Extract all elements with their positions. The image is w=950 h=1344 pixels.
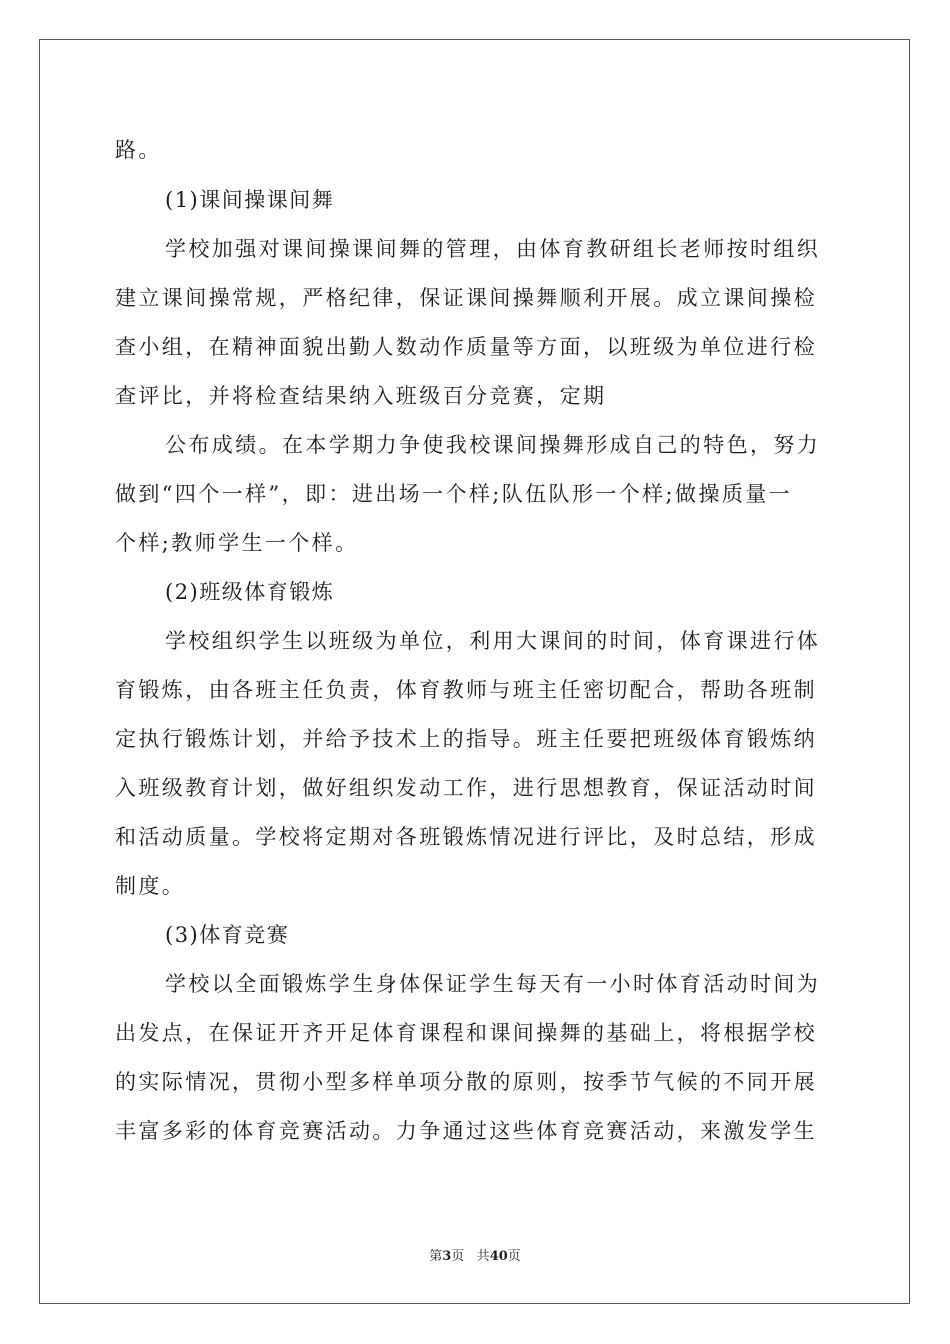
paragraph-line: 查小组，在精神面貌出勤人数动作质量等方面，以班级为单位进行检	[115, 335, 817, 359]
paragraph-line: 出发点，在保证开齐开足体育课程和课间操舞的基础上，将根据学校	[115, 1021, 817, 1045]
paragraph-line: 育锻炼，由各班主任负责，体育教师与班主任密切配合，帮助各班制	[115, 678, 817, 702]
total-suffix: 页	[507, 1249, 521, 1264]
paragraph-line: 丰富多彩的体育竞赛活动。力争通过这些体育竞赛活动，来激发学生	[115, 1119, 817, 1143]
section-heading: (1)课间操课间舞	[165, 188, 335, 212]
page-suffix: 页	[451, 1249, 465, 1264]
section-heading: (2)班级体育锻炼	[165, 580, 335, 604]
page-number: 3	[442, 1249, 452, 1264]
paragraph-line: 公布成绩。在本学期力争使我校课间操舞形成自己的特色，努力	[165, 433, 821, 457]
paragraph-line: 入班级教育计划，做好组织发动工作，进行思想教育，保证活动时间	[115, 776, 817, 800]
paragraph-line: 建立课间操常规，严格纪律，保证课间操舞顺利开展。成立课间操检	[115, 286, 817, 310]
page-footer	[0, 1247, 950, 1267]
paragraph-line: 学校组织学生以班级为单位，利用大课间的时间，体育课进行体	[165, 629, 821, 653]
section-heading: (3)体育竞赛	[165, 923, 290, 947]
paragraph-line: 学校加强对课间操课间舞的管理，由体育教研组长老师按时组织	[165, 237, 821, 261]
paragraph-line: 学校以全面锻炼学生身体保证学生每天有一小时体育活动时间为	[165, 972, 821, 996]
total-prefix: 共	[476, 1249, 490, 1264]
paragraph-line: 路。	[115, 138, 162, 162]
total-pages: 40	[489, 1249, 508, 1264]
paragraph-line: 个样;教师学生一个样。	[115, 531, 359, 555]
paragraph-line: 制度。	[115, 874, 186, 898]
paragraph-line: 和活动质量。学校将定期对各班锻炼情况进行评比，及时总结，形成	[115, 825, 817, 849]
paragraph-line: 做到“四个一样”，即：进出场一个样;队伍队形一个样;做操质量一	[115, 482, 793, 506]
paragraph-line: 定执行锻炼计划，并给予技术上的指导。班主任要把班级体育锻炼纳	[115, 727, 817, 751]
paragraph-line: 的实际情况，贯彻小型多样单项分散的原则，按季节气候的不同开展	[115, 1070, 817, 1094]
paragraph-line: 查评比，并将检查结果纳入班级百分竞赛，定期	[115, 384, 607, 408]
page-prefix: 第	[429, 1249, 443, 1264]
